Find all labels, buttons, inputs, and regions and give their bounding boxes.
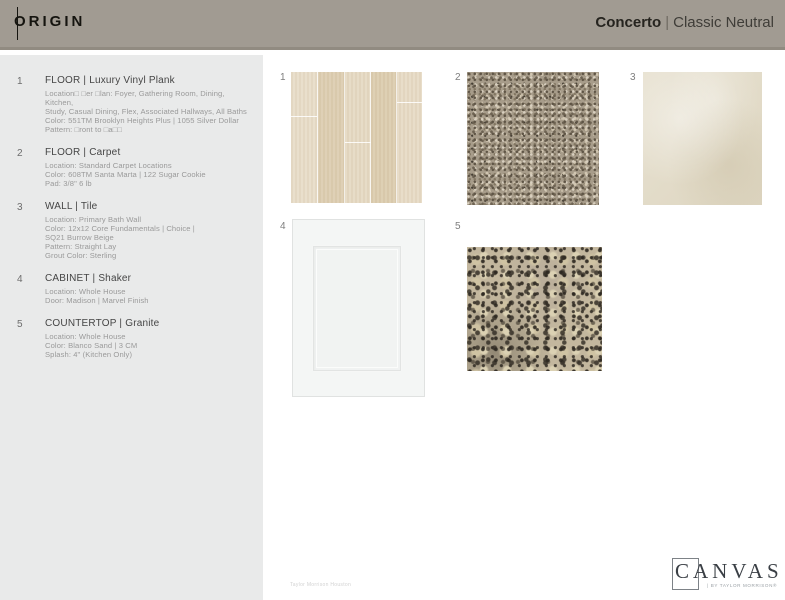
spec-line: Color: Blanco Sand | 3 CM — [45, 341, 138, 350]
spec-line: Grout Color: Sterling — [45, 251, 117, 260]
spec-number: 2 — [17, 148, 23, 159]
spec-body — [45, 318, 253, 359]
spec-item-floor-carpet — [17, 147, 253, 188]
spec-line: Location□ □er □lan: Foyer, Gathering Room, Dining, Kitchen, — [45, 89, 225, 107]
spec-body — [45, 75, 253, 134]
cabinet-door-panel — [313, 246, 401, 371]
swatch-number-4: 4 — [280, 221, 286, 232]
swatch-cabinet-door — [292, 219, 425, 397]
spec-number: 4 — [17, 274, 23, 285]
spec-item-floor-lvp — [17, 75, 253, 134]
spec-line: Pattern: Straight Lay — [45, 242, 117, 251]
swatch-number-1: 1 — [280, 72, 286, 83]
spec-line: Color: 608TM Santa Marta | 122 Sugar Cookie — [45, 170, 206, 179]
swatch-number-2: 2 — [455, 72, 461, 83]
plank-joint — [345, 142, 371, 143]
spec-line: Location: Whole House — [45, 287, 126, 296]
spec-detail-lines — [45, 287, 253, 305]
plank-joint — [397, 102, 422, 103]
spec-line: Color: 551TM Brooklyn Heights Plus | 1055 Silver Dollar — [45, 116, 240, 125]
spec-title: CABINET | Shaker — [45, 273, 132, 284]
spec-line: Splash: 4" (Kitchen Only) — [45, 350, 133, 359]
spec-number: 1 — [17, 76, 23, 87]
spec-detail-lines — [45, 89, 253, 134]
collection-name: Concerto — [595, 14, 662, 31]
spec-number: 3 — [17, 202, 23, 213]
spec-title: FLOOR | Carpet — [45, 147, 121, 158]
spec-detail-lines — [45, 161, 253, 188]
spec-detail-lines — [45, 332, 253, 359]
spec-item-countertop — [17, 318, 253, 359]
spec-title: WALL | Tile — [45, 201, 98, 212]
brand-logo: ORIGIN — [14, 13, 86, 30]
spec-body — [45, 201, 253, 260]
swatch-luxury-vinyl-plank — [291, 72, 422, 203]
spec-item-cabinet — [17, 273, 253, 305]
canvas-logo — [671, 555, 783, 595]
spec-item-wall-tile — [17, 201, 253, 260]
spec-line: Door: Madison | Marvel Finish — [45, 296, 149, 305]
canvas-logo-tagline: | BY TAYLOR MORRISON® — [707, 583, 777, 588]
spec-title: FLOOR | Luxury Vinyl Plank — [45, 75, 175, 86]
title-separator: | — [665, 14, 670, 31]
spec-line: Color: 12x12 Core Fundamentals | Choice | — [45, 224, 195, 233]
spec-line: Location: Standard Carpet Locations — [45, 161, 172, 170]
spec-title: COUNTERTOP | Granite — [45, 318, 160, 329]
spec-body — [45, 147, 253, 188]
canvas-logo-text: CANVAS — [675, 559, 783, 583]
spec-line: Study, Casual Dining, Flex, Associated Hallways, All Baths — [45, 107, 247, 116]
page-title — [595, 14, 774, 31]
swatch-granite — [467, 247, 602, 371]
spec-number: 5 — [17, 319, 23, 330]
spec-detail-lines — [45, 215, 253, 260]
spec-line: SQ21 Burrow Beige — [45, 233, 114, 242]
plank-joint — [291, 116, 317, 117]
header-bar — [0, 0, 785, 50]
spec-line: Location: Whole House — [45, 332, 126, 341]
spec-body — [45, 273, 253, 305]
spec-line: Location: Primary Bath Wall — [45, 215, 142, 224]
spec-line: Pad: 3/8" 6 lb — [45, 179, 92, 188]
swatch-tile — [643, 72, 762, 205]
palette-name: Classic Neutral — [673, 14, 774, 31]
swatch-number-3: 3 — [630, 72, 636, 83]
swatch-number-5: 5 — [455, 221, 461, 232]
spec-line: Pattern: □ront to □a□□ — [45, 125, 123, 134]
watermark-text: Taylor Morrison Houston — [290, 582, 352, 588]
swatch-carpet — [467, 72, 599, 205]
spec-sidebar — [0, 55, 263, 600]
